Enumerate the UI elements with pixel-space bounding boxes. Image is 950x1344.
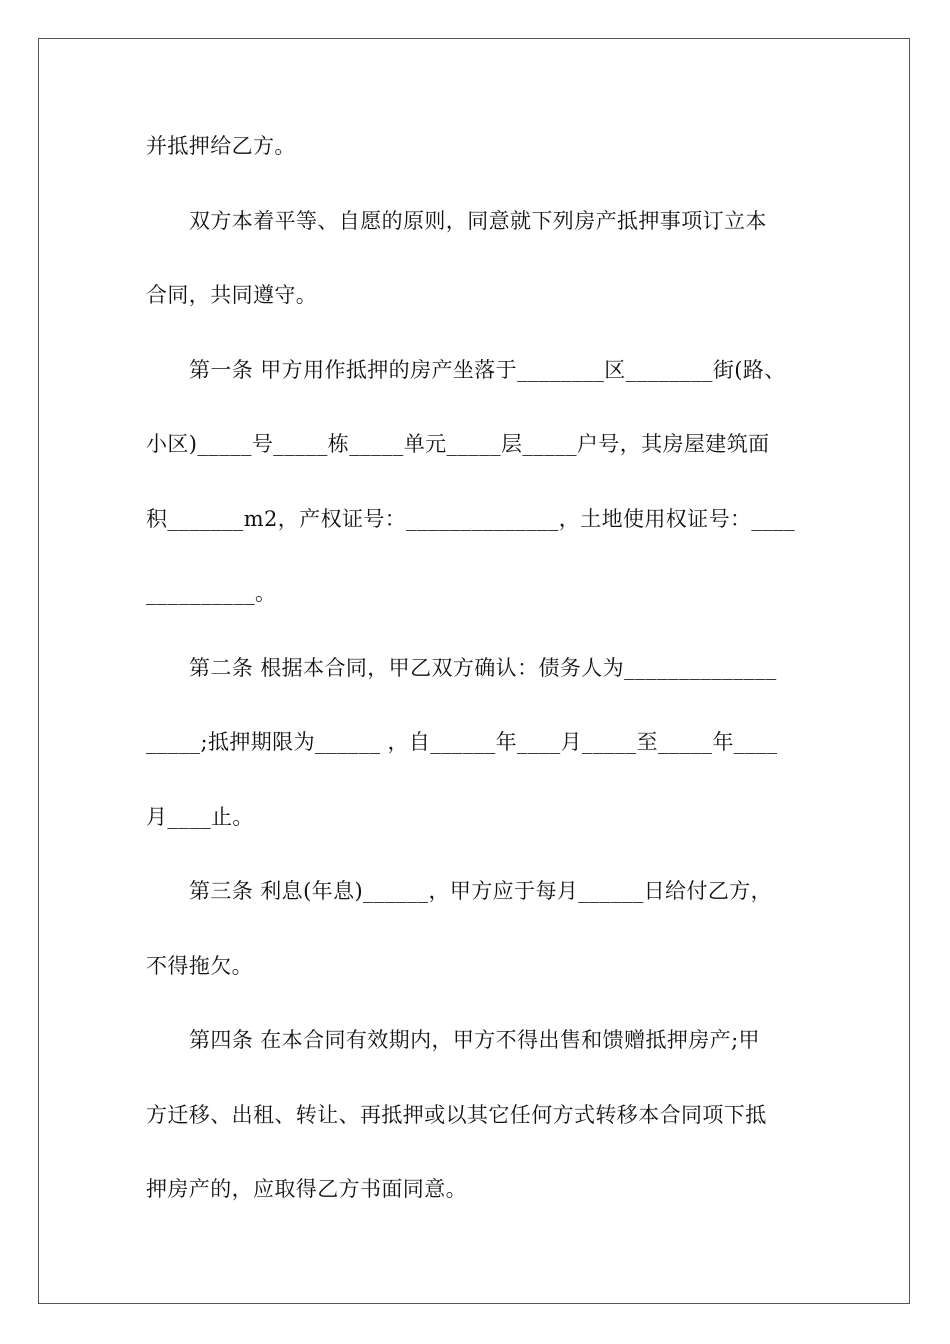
- paragraph-first-line: 双方本着平等、自愿的原则，同意就下列房产抵押事项订立本: [189, 208, 767, 233]
- text-line: _____;抵押期限为______ ，自______年____月_____至_____年____: [146, 730, 778, 754]
- text-line: 积_______m2，产权证号：______________，土地使用权证号：____: [146, 506, 795, 531]
- document-body: [146, 128, 806, 1246]
- text-line: 并抵押给乙方。: [146, 134, 296, 158]
- article-3-heading-line: 第三条 利息(年息)______，甲方应于每月______日给付乙方，: [189, 879, 773, 903]
- text-line: __________。: [146, 581, 277, 605]
- text-line: 月____止。: [146, 804, 254, 829]
- text-line: 小区)_____号_____栋_____单元_____层_____户号，其房屋建筑面: [146, 432, 770, 456]
- text-line: 不得拖欠。: [146, 953, 253, 978]
- article-4-heading-line: 第四条 在本合同有效期内，甲方不得出售和馈赠抵押房产;甲: [189, 1028, 760, 1052]
- text-line: 押房产的，应取得乙方书面同意。: [146, 1177, 467, 1201]
- article-2-heading-line: 第二条 根据本合同，甲乙双方确认：债务人为______________: [189, 655, 777, 680]
- text-line: 合同，共同遵守。: [146, 283, 318, 307]
- article-1-heading-line: 第一条 甲方用作抵押的房产坐落于________区________街(路、: [189, 357, 786, 382]
- text-line: 方迁移、出租、转让、再抵押或以其它任何方式转移本合同项下抵: [146, 1102, 767, 1127]
